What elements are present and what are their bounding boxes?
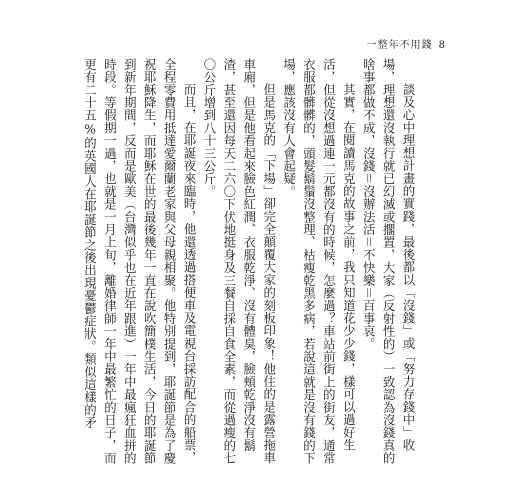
paragraph-3: 但是馬克的「下場」卻完全顛覆大家的刻板印象！他住的是露營拖車車廂，但是他看起來臉色紅潤、衣服乾淨、沒有體臭，臉頰乾淨沒有鬍渣，甚至還因每天二六〇下伏地挺身及三餐自採自食全素，而從過瘦的七〇公斤增到八十三公斤。 (201, 58, 277, 465)
body-text (80, 58, 418, 468)
paragraph-2: 其實，在閱讀馬克的故事之前，我只知道花少少錢，樣可以過好生活，但從沒想過連一元都沒有的時候，怎麼過？車站前街上的街友，通常衣服都髒髒的，頭髮鬍鬚沒整理、枯瘦乾黑多病，若說這就是沒有錢的下場，應該沒有人會起疑。 (281, 58, 357, 465)
running-title: 一整年不用錢 (366, 40, 433, 51)
page-number: 8 (438, 40, 446, 51)
paragraph-1: 談及心中理想計畫的實踐，最後都以「沒錢」或「努力存錢中」收場，理想還沒執行就已幻滅或擱置，大家（反射性的）一致認為沒錢真的啥事都做不成，沒錢＝沒辦法活＝不快樂＝百事哀。 (361, 58, 416, 465)
running-header (367, 36, 446, 51)
paragraph-4: 而且，在耶誕夜來臨時，他還透過搭便車及電視台採訪配合的船票，全程零費用抵達愛爾蘭老家與父母親相聚。他特別提到，耶誕節是為了慶祝耶穌降生，而耶穌在世的最後幾年一直在說吹簡樸生活，今日的耶誕節到新年期間，反而是歐美（台灣似乎也在近年跟進）一年中最瘋狂血拼的時段。等假期一過，也就是一月上旬，離婚律師一年中最繁忙的日子，而更有二十五%的英國人在耶誕節之後出現憂鬱症狀。類似這樣的矛 (82, 58, 198, 465)
